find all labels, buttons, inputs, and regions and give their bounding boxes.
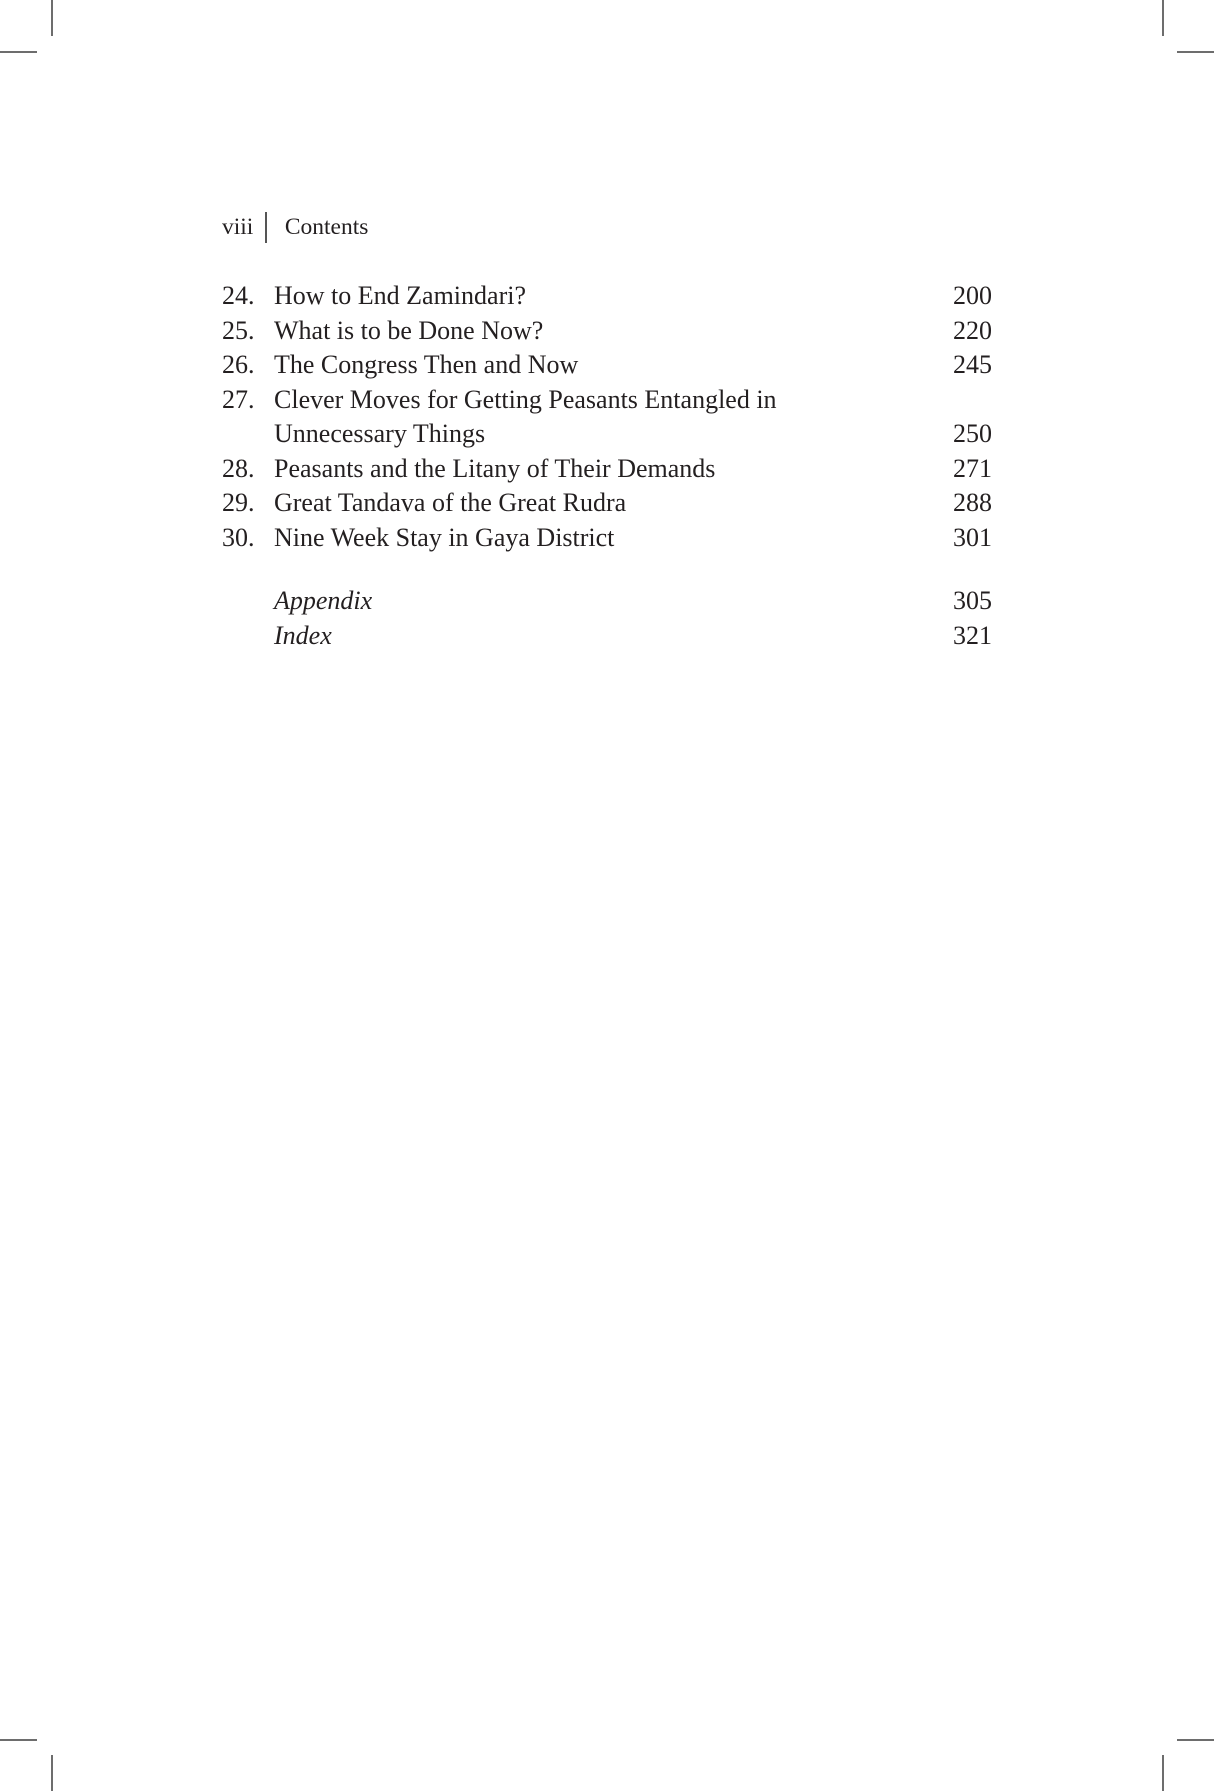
chapter-title-line: Peasants and the Litany of Their Demands <box>274 453 716 483</box>
crop-mark-bottom-right-vertical <box>1162 1755 1164 1791</box>
running-head-divider <box>265 212 267 243</box>
chapter-number: 26. <box>222 350 255 379</box>
toc-entry-29 <box>222 486 992 521</box>
chapter-number: 28. <box>222 453 255 483</box>
toc-entry-30 <box>222 521 992 556</box>
chapter-number: 30. <box>222 522 255 552</box>
chapter-title <box>274 348 922 383</box>
running-head-title: Contents <box>284 214 369 240</box>
toc-entry-27 <box>222 383 992 452</box>
chapter-number: 29. <box>222 488 255 517</box>
toc-entry-24 <box>222 279 992 314</box>
running-head <box>222 210 368 244</box>
back-matter-page: 321 <box>953 620 992 650</box>
chapter-title <box>274 279 922 314</box>
chapter-title <box>274 486 922 521</box>
toc-entry-28 <box>222 452 992 487</box>
crop-mark-bottom-right-horizontal <box>1177 1739 1214 1741</box>
chapter-title-line: Unnecessary Things <box>274 419 486 448</box>
chapter-page: 250 <box>953 419 992 448</box>
chapter-title <box>274 521 922 556</box>
chapter-title <box>274 314 922 349</box>
crop-mark-top-left-vertical <box>51 0 53 36</box>
table-of-contents <box>222 279 992 653</box>
toc-entry-index <box>222 619 992 654</box>
crop-mark-top-right-vertical <box>1162 0 1164 36</box>
chapter-page: 245 <box>953 350 992 379</box>
chapter-title-line: Great Tandava of the Great Rudra <box>274 488 627 517</box>
chapter-page: 200 <box>953 281 992 310</box>
chapter-number: 27. <box>222 384 255 414</box>
crop-mark-top-left-horizontal <box>0 51 37 53</box>
crop-mark-bottom-left-vertical <box>51 1755 53 1791</box>
chapter-title-line: Nine Week Stay in Gaya District <box>274 522 615 552</box>
chapter-title <box>274 452 922 487</box>
toc-section-gap <box>222 555 992 584</box>
chapter-title-line: The Congress Then and Now <box>274 350 579 379</box>
chapter-page: 288 <box>953 488 992 517</box>
chapter-title-line: How to End Zamindari? <box>274 281 526 310</box>
toc-entry-appendix <box>222 584 992 619</box>
chapter-title <box>274 383 922 452</box>
chapter-page: 301 <box>953 522 992 552</box>
back-matter-page: 305 <box>953 586 992 615</box>
chapter-number: 24. <box>222 281 255 310</box>
crop-mark-top-right-horizontal <box>1177 51 1214 53</box>
toc-entry-25 <box>222 314 992 349</box>
chapter-page: 220 <box>953 315 992 345</box>
chapter-page: 271 <box>953 453 992 483</box>
toc-entry-26 <box>222 348 992 383</box>
chapter-title-line: Clever Moves for Getting Peasants Entangled in <box>274 384 777 414</box>
back-matter-title: Appendix <box>274 586 373 615</box>
chapter-number: 25. <box>222 315 255 345</box>
page-folio: viii <box>222 214 254 240</box>
crop-mark-bottom-left-horizontal <box>0 1739 37 1741</box>
chapter-title-line: What is to be Done Now? <box>274 315 544 345</box>
back-matter-title: Index <box>274 620 332 650</box>
